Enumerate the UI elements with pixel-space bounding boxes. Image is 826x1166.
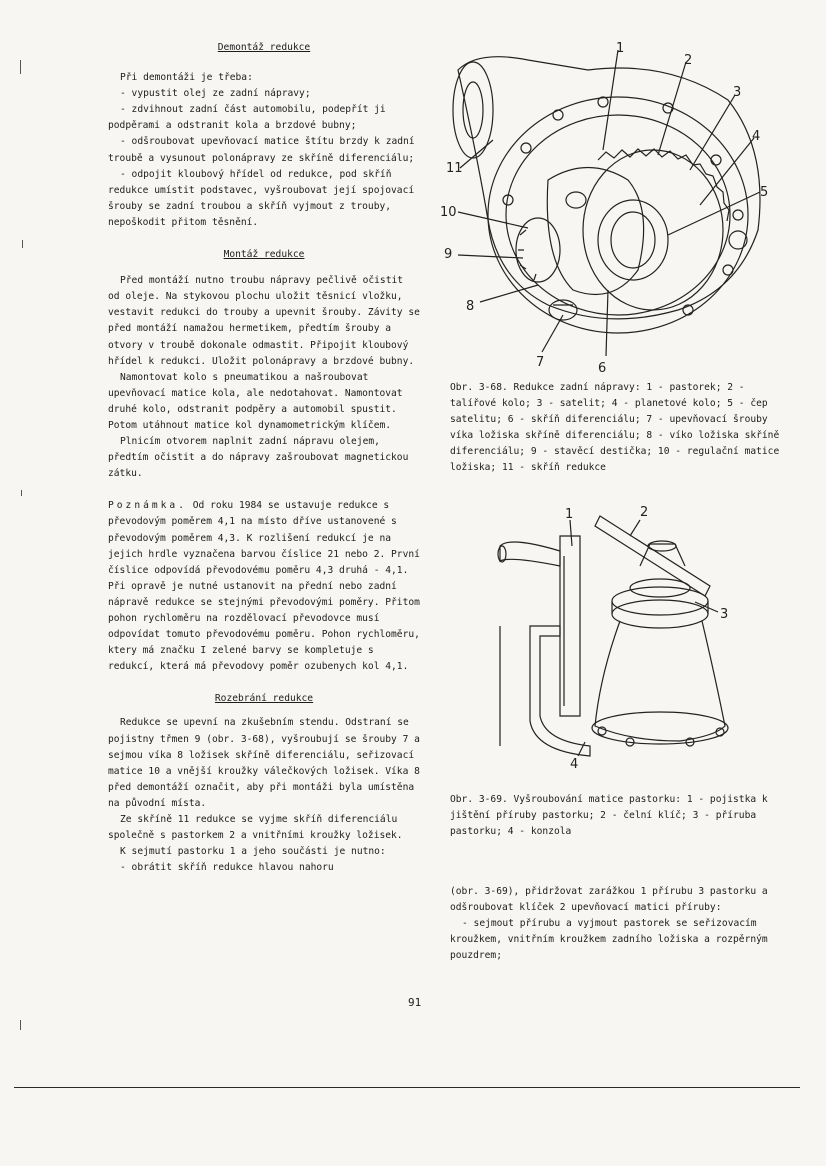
- fig69-label-4: 4: [570, 757, 579, 772]
- bottom-rule: [14, 1087, 800, 1088]
- figure-3-68-caption: Obr. 3-68. Redukce zadní nápravy: 1 - pastorek; 2 - talířové kolo; 3 - satelit; 4 - planetové kolo; 5 - čep satelitu; 6 - skříň diferenciálu; 7 - upevňovací šrouby víka ložiska skříně diferenciálu; 8 - víko ložiska skříně diferenciálu; 9 - stavěcí destička; 10 - regulační matice ložiska; 11 - skříň redukce: [450, 382, 780, 474]
- scan-mark: [20, 60, 21, 74]
- left-column: [108, 40, 420, 876]
- assembly-para-2: Namontovat kolo s pneumatikou a našroubovat upevňovací matice kola, ale nedotahovat. Namontovat druhé kolo, odstranit podpěry a automobil spustit. Potom utáhnout matice kol dynamometrickým klíčem.: [108, 371, 403, 431]
- right-para-2: - sejmout přírubu a vyjmout pastorek se seřizovacím kroužkem, vnitřním kroužkem zadního ložiska a rozpěrným pouzdrem;: [450, 918, 768, 962]
- disassembly-step-4: - odpojit kloubový hřídel od redukce, pod skříň redukce umístit podstavec, vyšroubovat její spojovací šrouby se zadní troubou a skříň vyjmout z trouby, nepoškodit přitom těsnění.: [108, 168, 415, 228]
- fig68-label-3: 3: [733, 85, 742, 100]
- fig68-label-6: 6: [598, 361, 607, 376]
- fig68-label-2: 2: [684, 53, 693, 68]
- fig68-label-11: 11: [446, 161, 463, 176]
- assembly-para-3: Plnicím otvorem naplnit zadní nápravu olejem, předtím očistit a do nápravy zašroubovat magnetickou zátku.: [108, 436, 409, 480]
- page-number: 91: [408, 996, 422, 1009]
- note-label: Poznámka.: [108, 500, 187, 512]
- dismantling-para-3: K sejmutí pastorku 1 a jeho součásti je nutno:: [120, 846, 386, 858]
- dismantling-para-2: Ze skříně 11 redukce se vyjme skříň diferenciálu společně s pastorkem 2 a vnitřními kroužky ložisek.: [108, 814, 403, 842]
- figure-3-69-pinion-nut: [490, 506, 780, 776]
- note-paragraph: [108, 498, 420, 675]
- disassembly-step-2: - zdvihnout zadní část automobilu, podepřít ji podpěrami a odstranit kola a brzdové bubny;: [108, 104, 386, 132]
- right-column-text: [450, 884, 780, 964]
- fig69-label-1: 1: [565, 507, 574, 522]
- fig68-label-4: 4: [752, 129, 761, 144]
- fig68-label-5: 5: [760, 185, 769, 200]
- fig68-label-10: 10: [440, 205, 457, 220]
- scan-mark: [20, 1020, 21, 1030]
- right-para-1: (obr. 3-69), přidržovat zarážkou 1 přírubu 3 pastorku a odšroubovat klíček 2 upevňovací matici příruby:: [450, 886, 768, 914]
- assembly-para-1: Před montáží nutno troubu nápravy pečlivě očistit od oleje. Na stykovou plochu uložit těsnicí vložku, vestavit redukci do trouby a upevnit šrouby. Závity se před montáží namažou hermetikem, předtím šrouby a otvory v troubě dokonale odmastit. Připojit kloubový hřídel k redukci. Uložit polonápravy a brzdové bubny.: [108, 275, 420, 367]
- disassembly-intro: Při demontáži je třeba:: [120, 72, 253, 84]
- dismantling-para-1: Redukce se upevní na zkušebním stendu. Odstraní se pojistny třmen 9 (obr. 3-68), vyšroubují se šrouby 7 a sejmou víka 8 ložisek skříně diferenciálu, seřizovací matice 10 a vnější kroužky válečkových ložisek. Víka 8 před demontáží označit, aby při montáži byla umístěna na původní místa.: [108, 717, 420, 809]
- fig68-label-8: 8: [466, 299, 475, 314]
- disassembly-step-1: - vypustit olej ze zadní nápravy;: [120, 88, 311, 100]
- fig69-label-2: 2: [640, 506, 649, 520]
- disassembly-step-3: - odšroubovat upevňovací matice štítu brzdy k zadní troubě a vysunout polonápravy ze skříně diferenciálu;: [108, 136, 415, 164]
- heading-disassembly: Demontáž redukce: [217, 42, 311, 53]
- heading-dismantling: Rozebrání redukce: [214, 693, 314, 705]
- heading-assembly: Montáž redukce: [223, 249, 305, 261]
- figure-3-69-caption: Obr. 3-69. Vyšroubování matice pastorku: 1 - pojistka k jištění příruby pastorku; 2 - čelní klíč; 3 - příruba pastorku; 4 - konzola: [450, 794, 768, 838]
- note-text: Od roku 1984 se ustavuje redukce s převodovým poměrem 4,1 na místo dříve ustanovené s převodovým poměrem 4,3. K rozlišení redukcí je na jejich hrdle vyznačena barvou číslice 21 nebo 2. První číslice odpovídá převodovému poměru 4,3 druhá - 4,1. Při opravě je nutné ustanovit na přední nebo zadní nápravě redukce se stejnými převodovými poměry. Přitom pohon rychloměru na rozdělovací převodovce musí odpovídat tomuto převodovému poměru. Pohon rychloměru, ktery má značku I zelené barvy se kompletuje s redukcí, která má převodovy poměr ozubenych kol 4,1.: [108, 500, 420, 673]
- fig68-label-9: 9: [444, 247, 453, 262]
- fig68-label-7: 7: [536, 355, 545, 370]
- scan-mark: [21, 490, 22, 496]
- dismantling-step-1: - obrátit skříň redukce hlavou nahoru: [120, 862, 334, 874]
- scan-mark: [22, 240, 23, 248]
- fig68-label-1: 1: [616, 41, 625, 56]
- figure-3-68-differential: [438, 40, 798, 380]
- fig69-label-3: 3: [720, 607, 729, 622]
